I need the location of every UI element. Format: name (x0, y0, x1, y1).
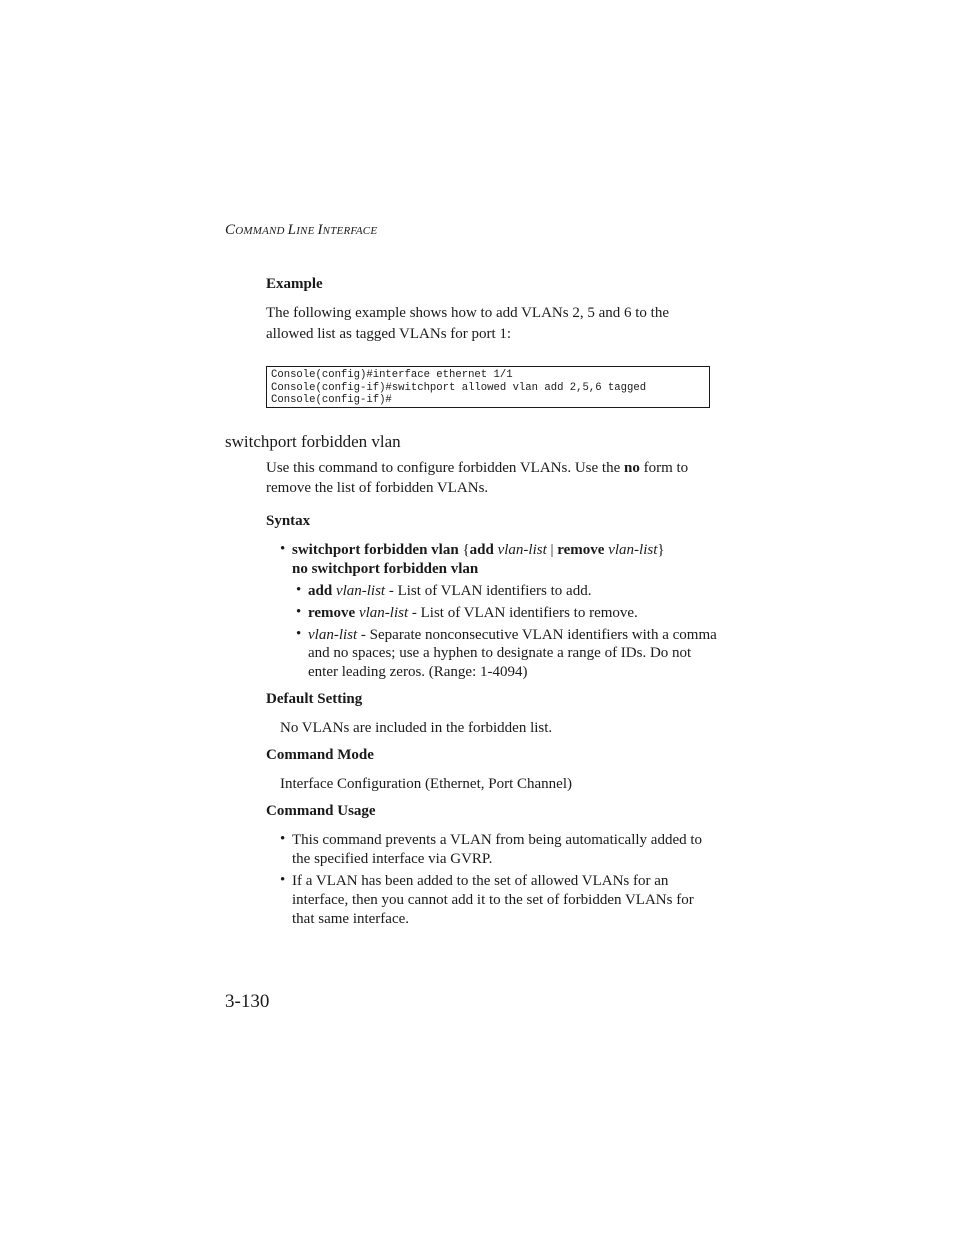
usage-bullet-2-line-1: If a VLAN has been added to the set of allowed VLANs for an (292, 873, 669, 889)
command-usage-heading: Command Usage (266, 803, 376, 819)
example-heading: Example (266, 276, 323, 292)
command-description-line-2: remove the list of forbidden VLANs. (266, 480, 489, 496)
syntax-param-vlan-list-line-2: and no spaces; use a hyphen to designate a range of IDs. Do not (308, 645, 692, 661)
syntax-param-vlan-list-line-3: enter leading zeros. (Range: 1-4094) (308, 664, 528, 680)
bullet-glyph: • (296, 626, 302, 642)
code-line: Console(config-if)# (271, 394, 392, 407)
syntax-command-line: switchport forbidden vlan {add vlan-list | remove vlan-list} (292, 542, 665, 558)
example-text-line-1: The following example shows how to add VLANs 2, 5 and 6 to the (266, 305, 670, 321)
syntax-param-vlan-list: vlan-list - Separate nonconsecutive VLAN identifiers with a comma (308, 627, 717, 643)
code-line: Console(config)#interface ethernet 1/1 (271, 369, 513, 381)
code-example-box (266, 366, 710, 408)
default-setting-text: No VLANs are included in the forbidden list. (280, 720, 553, 736)
usage-bullet-1-line-1: This command prevents a VLAN from being automatically added to (292, 832, 703, 848)
running-header: COMMAND LINE INTERFACE (225, 222, 378, 238)
command-title: switchport forbidden vlan (225, 432, 401, 451)
command-mode-heading: Command Mode (266, 747, 374, 763)
usage-bullet-1-line-2: the specified interface via GVRP. (292, 851, 493, 867)
syntax-heading: Syntax (266, 513, 311, 529)
bullet-glyph: • (280, 872, 286, 888)
bullet-glyph: • (296, 582, 302, 598)
command-mode-text: Interface Configuration (Ethernet, Port Channel) (280, 776, 572, 792)
syntax-no-command: no switchport forbidden vlan (292, 561, 479, 577)
usage-bullet-2-line-2: interface, then you cannot add it to the set of forbidden VLANs for (292, 892, 694, 908)
bullet-glyph: • (296, 604, 302, 620)
code-line: Console(config-if)#switchport allowed vlan add 2,5,6 tagged (271, 381, 647, 394)
usage-bullet-2-line-3: that same interface. (292, 911, 410, 927)
syntax-param-remove: remove vlan-list - List of VLAN identifiers to remove. (308, 605, 638, 621)
bullet-glyph: • (280, 541, 286, 557)
bullet-glyph: • (280, 831, 286, 847)
page-number: 3-130 (225, 991, 270, 1012)
example-text-line-2: allowed list as tagged VLANs for port 1: (266, 326, 512, 342)
command-description-line-1: Use this command to configure forbidden VLANs. Use the no form to (266, 460, 689, 476)
default-setting-heading: Default Setting (266, 691, 363, 707)
syntax-param-add: add vlan-list - List of VLAN identifiers to add. (308, 583, 592, 599)
